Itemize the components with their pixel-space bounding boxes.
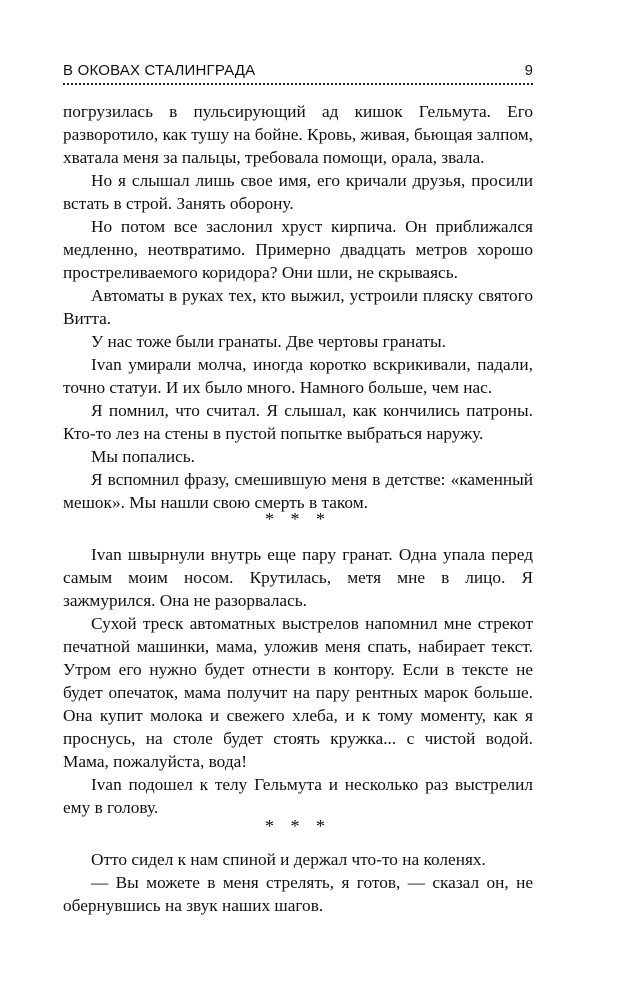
paragraph: Но я слышал лишь свое имя, его кричали друзья, просили встать в строй. Занять оборону. (63, 171, 533, 213)
running-header (63, 60, 533, 86)
paragraph: Но потом все заслонил хруст кирпича. Он приближался медленно, неотвратимо. Примерно двадцать метров хорошо простреливаемого коридора? Они шли, не скрываясь. (63, 217, 533, 282)
paragraph: Сухой треск автоматных выстрелов напомнил мне стрекот печатной машинки, мама, уложив меня спать, набирает текст. Утром его нужно будет отнести в контору. Если в тексте не будет опечаток, мама получит на пару рентных марок больше. Она купит молока и свежего хлеба, и к тому моменту, как я проснусь, на столе будет стоять кружка... с чистой водой. Мама, пожалуйста, вода! (63, 614, 533, 771)
paragraph: Ivan умирали молча, иногда коротко вскрикивали, падали, точно статуи. И их было много. Намного больше, чем нас. (63, 355, 533, 397)
text-section-3 (63, 848, 533, 917)
header-dotted-rule (63, 83, 533, 85)
paragraph: Ivan швырнули внутрь еще пару гранат. Одна упала перед самым моим носом. Крутилась, метя мне в лицо. Я зажмурился. Она не разорвалась. (63, 545, 533, 610)
page-number: 9 (524, 62, 533, 79)
paragraph: Ivan подошел к телу Гельмута и несколько раз выстрелил ему в голову. (63, 775, 533, 817)
paragraph: Отто сидел к нам спиной и держал что-то на коленях. (91, 850, 486, 869)
paragraph: погрузилась в пульсирующий ад кишок Гельмута. Его разворотило, как тушу на бойне. Кровь, живая, бьющая залпом, хватала меня за пальцы, требовала помощи, орала, звала. (63, 102, 533, 167)
paragraph: — Вы можете в меня стрелять, я готов, — сказал он, не обернувшись на звук наших шагов. (63, 873, 533, 915)
paragraph: Автоматы в руках тех, кто выжил, устроили пляску святого Витта. (63, 286, 533, 328)
paragraph: У нас тоже были гранаты. Две чертовы гранаты. (91, 332, 446, 351)
text-section-2 (63, 543, 533, 819)
running-title: В ОКОВАХ СТАЛИНГРАДА (63, 62, 256, 79)
paragraph: Я вспомнил фразу, смешившую меня в детстве: «каменный мешок». Мы нашли свою смерть в таком. (63, 470, 533, 512)
section-break: * * * (265, 509, 331, 529)
text-section-1 (63, 100, 533, 514)
paragraph: Я помнил, что считал. Я слышал, как кончились патроны. Кто-то лез на стены в пустой попытке выбраться наружу. (63, 401, 533, 443)
paragraph: Мы попались. (91, 447, 195, 466)
section-break: * * * (265, 816, 331, 836)
